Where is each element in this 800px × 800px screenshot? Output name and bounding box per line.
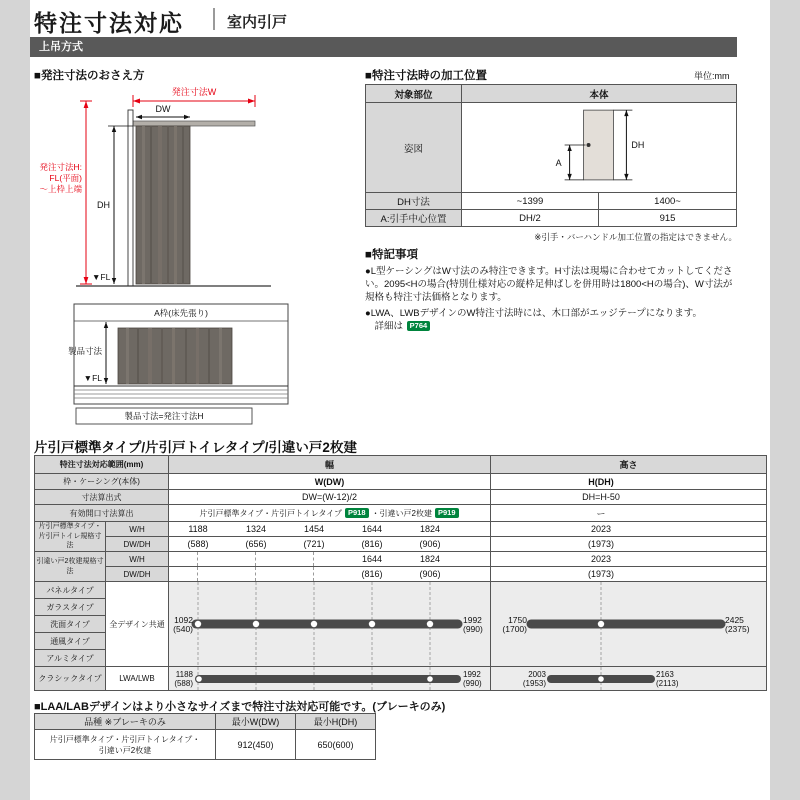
processing-header-row — [366, 85, 737, 103]
figure-row-label: 姿図 — [366, 103, 462, 193]
laa-row-label — [35, 730, 216, 760]
laa-val-h: 650(600) — [296, 730, 376, 760]
width-range-min: 1092 — [174, 615, 193, 625]
std1-dw-0: (588) — [187, 539, 209, 549]
laa-table — [34, 713, 376, 760]
opening-text-1: 片引戸標準タイプ・片引戸トイレタイプ — [199, 508, 342, 518]
laa-val-w: 912(450) — [216, 730, 296, 760]
opening-h-value: ー — [596, 508, 606, 519]
formula-h — [491, 490, 767, 505]
classic-height-min: 2003 — [528, 670, 546, 679]
svg-text:(2113): (2113) — [656, 679, 679, 688]
std-single-values — [106, 522, 767, 552]
type-washroom: 洗面タイプ — [35, 616, 106, 633]
method-bar — [30, 37, 737, 57]
width-range-max: 1992 — [463, 615, 482, 625]
std1-dw-1: (656) — [245, 539, 267, 549]
remarks-heading: ■特記事項 — [365, 249, 418, 261]
std2-w-0: 1644 — [361, 554, 383, 564]
figure-cell — [462, 103, 737, 193]
type-panel: パネルタイプ — [35, 582, 106, 599]
svg-text:(588): (588) — [174, 679, 193, 688]
std1-w-0: 1188 — [188, 524, 208, 534]
header-range: 特注寸法対応範囲(mm) — [35, 456, 169, 474]
figure-dh-dimension — [613, 110, 644, 180]
svg-text:(2375): (2375) — [725, 624, 750, 634]
std1-w-values — [169, 522, 491, 537]
std1-dw-4: (906) — [419, 539, 441, 549]
main-size-table — [34, 455, 767, 691]
section-title: 片引戸標準タイプ/片引戸トイレタイプ/引違い戸2枚建 — [34, 440, 357, 455]
opening-h — [491, 505, 767, 522]
svg-text:DH: DH — [97, 200, 110, 210]
title-divider — [213, 8, 215, 30]
svg-text:▼FL: ▼FL — [83, 373, 102, 383]
method-bar-label: 上吊方式 — [39, 41, 83, 53]
std2-dw-0: (816) — [361, 569, 383, 579]
std-single-rows — [35, 522, 767, 552]
header-height: 高さ — [491, 456, 767, 474]
classic-width-range-cell — [169, 667, 491, 691]
processing-table — [365, 84, 737, 227]
frame-w: W(DW) — [169, 474, 491, 490]
svg-text:製品寸法: 製品寸法 — [67, 346, 102, 356]
svg-text:発注寸法H:: 発注寸法H: — [39, 162, 82, 172]
dwdh-label: DW/DH — [106, 537, 169, 552]
std2-w-values — [169, 552, 491, 567]
page-ref-badge: P764 — [407, 321, 431, 331]
std2-dw-1: (906) — [419, 569, 441, 579]
height-range-min: 1750 — [508, 615, 527, 625]
std1-w-2: 1454 — [303, 524, 325, 534]
header-width: 幅 — [169, 456, 491, 474]
door-panel-section — [118, 328, 232, 384]
hanging-rail — [133, 121, 255, 126]
laa-header-row — [35, 714, 376, 730]
type-aluminum: アルミタイプ — [35, 650, 106, 667]
svg-text:▼FL: ▼FL — [92, 272, 111, 282]
std-double-values — [106, 552, 767, 582]
std2-h — [491, 552, 767, 567]
std1-dw-2: (721) — [303, 539, 325, 549]
classic-sub-label: LWA/LWB — [106, 667, 169, 691]
opening-row — [35, 505, 767, 522]
width-range-cell — [169, 582, 491, 667]
std1-dw-3: (816) — [361, 539, 383, 549]
page-subtitle: 室内引戸 — [227, 14, 288, 31]
std-double-rows — [35, 552, 767, 582]
col-header-part: 対象部位 — [366, 85, 462, 103]
std2-dw-values — [169, 567, 491, 582]
svg-text:〜上枠上端: 〜上枠上端 — [39, 184, 82, 194]
processing-heading: ■特注寸法時の加工位置 — [365, 70, 487, 82]
formula-label: 寸法算出式 — [35, 490, 169, 505]
classic-width-range-chart — [169, 667, 490, 690]
product-dimension-diagram — [36, 302, 356, 427]
page-title: 特注寸法対応 — [34, 10, 184, 36]
height-range-cell — [491, 582, 767, 667]
svg-text:(1953): (1953) — [522, 679, 546, 688]
svg-text:製品寸法=発注寸法H: 製品寸法=発注寸法H — [124, 411, 204, 421]
svg-text:(1700): (1700) — [502, 624, 527, 634]
type-labels — [35, 582, 106, 667]
laa-body-row — [35, 730, 376, 760]
laa-row-label-1: 片引戸標準タイプ・片引戸トイレタイプ・ — [49, 734, 201, 744]
dh-row — [366, 193, 737, 210]
frame-row — [35, 474, 767, 490]
std1-dh — [491, 537, 767, 552]
std1-w-4: 1824 — [419, 524, 441, 534]
type-range-rows — [35, 582, 767, 667]
std2-dh — [491, 567, 767, 582]
std-single-label: 片引戸標準タイプ・片引戸トイレ規格寸法 — [35, 522, 106, 552]
wh-label-2: W/H — [106, 552, 169, 567]
main-header-row — [35, 456, 767, 474]
order-dimension-diagram — [36, 84, 356, 299]
page-ref-badge-919: P919 — [435, 508, 459, 518]
handle-value-2: 915 — [599, 210, 737, 227]
type-glass: ガラスタイプ — [35, 599, 106, 616]
svg-text:A枠(床先張り): A枠(床先張り) — [154, 308, 208, 318]
std1-dh-value: (1973) — [587, 539, 614, 549]
frame-h — [491, 474, 767, 490]
formula-w: DW=(W-12)/2 — [169, 490, 491, 505]
std1-h — [491, 522, 767, 537]
classic-label: クラシックタイプ — [35, 667, 106, 691]
order-height-dimension — [39, 101, 92, 284]
std-double-label: 引違い戸2枚建規格寸法 — [35, 552, 106, 582]
svg-text:発注寸法W: 発注寸法W — [171, 87, 217, 97]
remarks-item-2-text: ●LWA、LWBデザインのW特注寸法時には、木口部がエッジテープになります。 — [365, 308, 703, 320]
opening-w — [169, 505, 491, 522]
svg-text:(990): (990) — [463, 679, 482, 688]
laa-col-kind: 品種 ※ブレーキのみ — [35, 714, 216, 730]
svg-text:(990): (990) — [463, 624, 483, 634]
formula-h-value: DH=H-50 — [582, 492, 620, 502]
wall-frame — [128, 110, 133, 286]
std1-h-value: 2023 — [590, 524, 612, 534]
figure-row — [366, 103, 737, 193]
door-width-dimension — [136, 104, 190, 119]
door-figure — [462, 103, 736, 192]
classic-height-max: 2163 — [656, 670, 674, 679]
classic-height-range-cell — [491, 667, 767, 691]
remarks-section — [365, 246, 739, 338]
std1-w-1: 1324 — [245, 524, 267, 534]
dh-row-label: DH寸法 — [366, 193, 462, 210]
laa-col-w: 最小W(DW) — [216, 714, 296, 730]
remarks-item-2-detail: 詳細は — [365, 321, 404, 333]
frame-label: 枠・ケーシング(本体) — [35, 474, 169, 490]
product-caption-box — [76, 408, 252, 424]
order-width-dimension — [133, 86, 255, 107]
processing-note: ※引手・バーハンドル加工位置の指定はできません。 — [534, 232, 737, 242]
height-range-chart — [491, 582, 766, 666]
remarks-item-2 — [365, 308, 739, 334]
classic-width-max: 1992 — [463, 670, 481, 679]
width-range-chart — [169, 582, 490, 666]
wh-label: W/H — [106, 522, 169, 537]
dh-value-2: 1400~ — [599, 193, 737, 210]
order-diagram-heading: ■発注寸法のおさえ方 — [34, 70, 145, 82]
laa-col-h: 最小H(DH) — [296, 714, 376, 730]
svg-text:DW: DW — [155, 104, 171, 114]
page-ref-badge-918: P918 — [345, 508, 369, 518]
door-panel — [136, 126, 190, 284]
opening-label: 有効開口寸法算出 — [35, 505, 169, 522]
svg-text:(540): (540) — [173, 624, 193, 634]
std2-w-1: 1824 — [419, 554, 441, 564]
frame-h-value: H(DH) — [588, 476, 614, 487]
height-range-max: 2425 — [725, 615, 744, 625]
classic-width-min: 1188 — [175, 670, 193, 679]
handle-row — [366, 210, 737, 227]
all-designs-label: 全デザイン共通 — [106, 582, 169, 667]
handle-dot — [587, 143, 591, 147]
classic-row — [35, 667, 767, 691]
handle-value-1: DH/2 — [462, 210, 599, 227]
std2-dh-value: (1973) — [587, 569, 614, 579]
laa-row-label-2: 引違い戸2枚建 — [98, 745, 152, 755]
std2-h-value: 2023 — [590, 554, 612, 564]
std1-dw-values — [169, 537, 491, 552]
opening-text-2: ・引違い戸2枚建 — [371, 508, 432, 518]
type-ventilation: 通風タイプ — [35, 633, 106, 650]
dh-value-1: ~1399 — [462, 193, 599, 210]
page-margin-right — [770, 0, 800, 800]
remarks-item-1: ●L型ケーシングはW寸法のみ特注できます。H寸法は現場に合わせてカットしてください。2095<Hの場合(特別仕様対応の縦枠足伸ばしを併用時は1800<Hの場合)、W寸法が規格も特注寸法価格となります。 — [365, 266, 733, 303]
classic-height-range-chart — [491, 667, 766, 690]
page-margin-left — [0, 0, 30, 800]
handle-row-label: A:引手中心位置 — [366, 210, 462, 227]
dwdh-label-2: DW/DH — [106, 567, 169, 582]
svg-text:FL(平面): FL(平面) — [49, 173, 82, 183]
formula-row — [35, 490, 767, 505]
col-header-body: 本体 — [462, 85, 737, 103]
laa-note: ■LAA/LABデザインはより小さなサイズまで特注寸法対応可能です。(ブレーキのみ) — [34, 701, 446, 713]
unit-label: 単位:mm — [694, 71, 730, 81]
svg-text:DH: DH — [631, 139, 645, 150]
std1-w-3: 1644 — [361, 524, 383, 534]
svg-text:A: A — [555, 157, 562, 168]
